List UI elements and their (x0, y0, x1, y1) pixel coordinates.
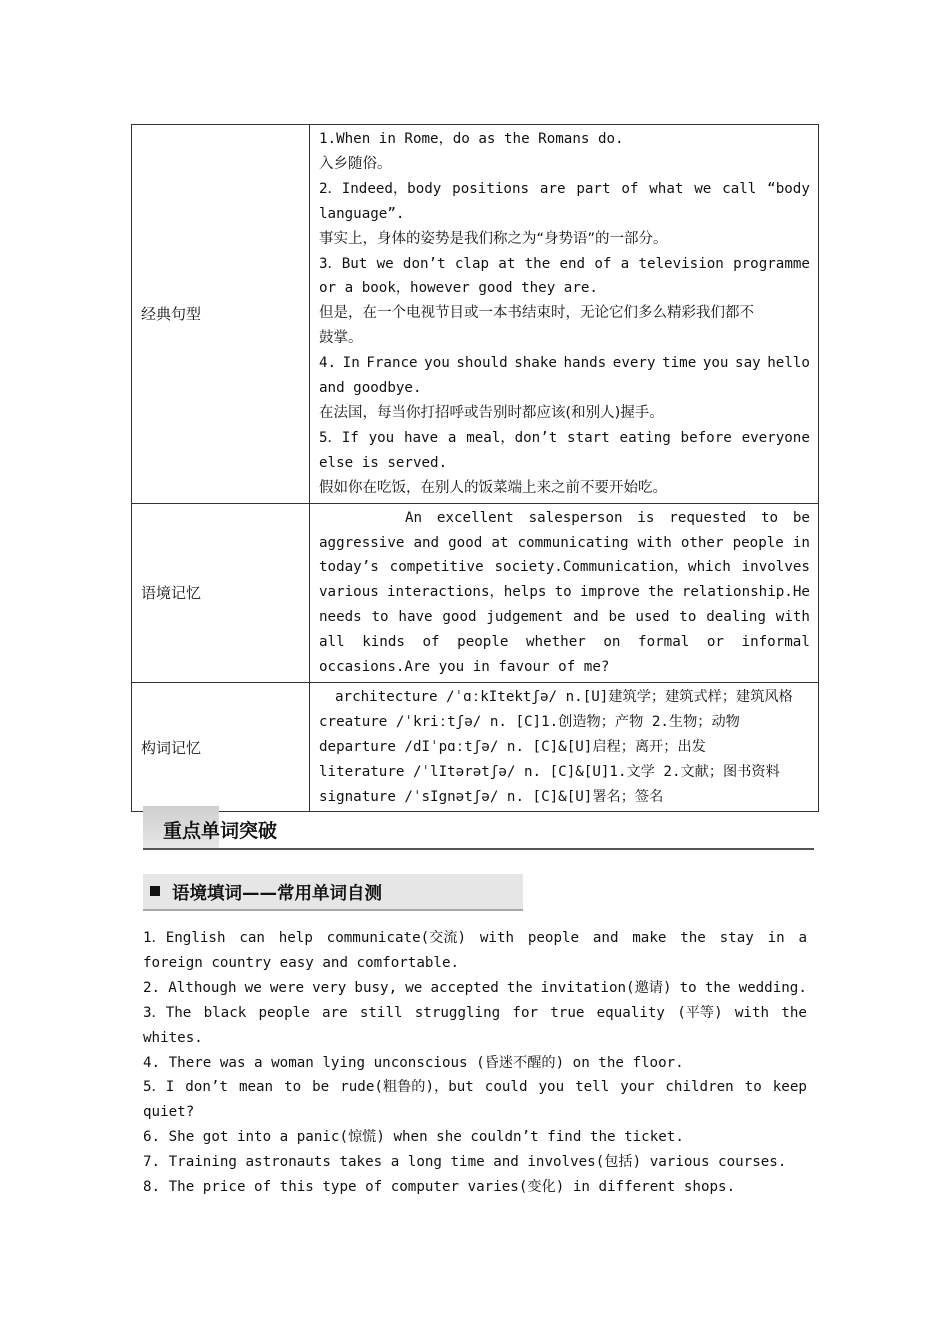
word: involves (741, 559, 810, 576)
word: keep (772, 1079, 807, 1096)
content-line: 1.When in Rome，do as the Romans do. (319, 131, 624, 147)
word: to (679, 609, 697, 626)
exercise-line: foreign country easy and comfortable. (143, 954, 460, 971)
content-line: occasions.Are you in favour of me? (319, 659, 610, 676)
content-line: and goodbye. (319, 380, 422, 397)
content-line: 鼓掌。 (319, 330, 363, 347)
word: salesperson (528, 509, 623, 526)
word: we (405, 979, 423, 996)
word: for (512, 1004, 539, 1021)
exercise-line: 6. She got into a panic(惊慌) when she couldn’t find the ticket. (143, 1129, 684, 1146)
word: 4. (319, 355, 337, 372)
word: various (319, 584, 379, 601)
word: today’s (319, 559, 379, 576)
word: Although (168, 979, 237, 996)
word: is (637, 509, 655, 526)
word: on (603, 634, 621, 651)
word: the (781, 1004, 807, 1021)
word: help (278, 930, 313, 946)
word: whether (526, 634, 586, 651)
content-line (319, 531, 810, 556)
word: other (680, 534, 724, 551)
word: with (479, 930, 515, 946)
word: accepted (430, 979, 499, 996)
word: 1．English (143, 930, 226, 946)
content-line: else is served. (319, 454, 448, 471)
word: people (258, 1004, 310, 1021)
word: hello (767, 355, 810, 372)
word: were (269, 979, 305, 996)
content-line: architecture /ˈɑːkItektʃə/ n.[U]建筑学；建筑式样；建筑风格 (335, 688, 793, 705)
word: what (649, 180, 684, 197)
word: and (573, 609, 599, 626)
word: the (647, 584, 674, 601)
exercise-list (143, 926, 807, 1200)
word: interactions，helps (387, 584, 547, 601)
content-line (319, 252, 810, 277)
word: we (694, 180, 712, 197)
word: to (744, 1079, 762, 1096)
word: with (637, 534, 672, 551)
word: 5．If (319, 429, 359, 446)
word: with (734, 1004, 770, 1021)
word: 2．Indeed，body (319, 180, 442, 197)
exercise-line: whites. (143, 1029, 203, 1046)
word: have (403, 429, 439, 446)
word: needs (319, 609, 362, 626)
word: of (594, 255, 612, 272)
word: you (538, 1079, 565, 1096)
word: dealing (706, 609, 766, 626)
word: good (442, 609, 477, 626)
row-content (310, 503, 819, 682)
word: positions (452, 180, 530, 197)
word: end (559, 255, 586, 272)
word: hands (563, 355, 607, 372)
word: to (371, 609, 389, 626)
word: aggressive (319, 534, 405, 551)
word: black (203, 1004, 247, 1021)
word: kinds (362, 634, 405, 651)
row-label: 构词记忆 (132, 682, 310, 812)
word: true (550, 1004, 585, 1021)
content-line (319, 580, 810, 605)
word: your (620, 1079, 655, 1096)
word: judgement (486, 609, 564, 626)
word: and (413, 534, 440, 551)
word: all (319, 634, 345, 651)
word: mean (238, 1079, 274, 1096)
content-line (319, 506, 810, 531)
section-header (143, 806, 814, 850)
word: informal (741, 634, 810, 651)
content-line: creature /ˈkriːtʃə/ n. [C]1.创造物；产物 2.生物；动物 (319, 713, 740, 730)
word: don’t (185, 1079, 228, 1096)
word: be (608, 609, 626, 626)
exercise-line: 8. The price of this type of computer varies(变化) in different shops. (143, 1179, 736, 1196)
word: 3．But (319, 255, 368, 272)
word: good (448, 534, 483, 551)
word: of (422, 634, 440, 651)
word: 3．The (143, 1004, 192, 1021)
word: call (722, 180, 757, 197)
word: should (456, 355, 508, 372)
content-line (319, 177, 810, 202)
word: people (732, 534, 784, 551)
exercise-line (143, 976, 807, 1001)
word: television (638, 255, 724, 272)
word: improve (579, 584, 640, 601)
exercise-line (143, 1001, 807, 1026)
word: in (767, 930, 785, 946)
word: or (706, 634, 724, 651)
word: society.Communication，which (494, 559, 731, 576)
word: at (498, 255, 516, 272)
content-line (319, 630, 810, 655)
content-line: 在法国，每当你打招呼或告别时都应该(和别人)握手。 (319, 404, 664, 421)
word: to (679, 979, 697, 996)
row-content (310, 682, 819, 812)
word: people (457, 634, 509, 651)
word: a (798, 930, 807, 946)
word: (平等) (677, 1004, 723, 1021)
exercise-line: 4. There was a woman lying unconscious (昏迷不醒的) on the floor. (143, 1054, 684, 1071)
word: programme (733, 255, 810, 272)
exercise-line (143, 926, 807, 951)
word: in (792, 534, 810, 551)
word: you (368, 429, 395, 446)
word: children (665, 1079, 734, 1096)
word: excellent (436, 509, 514, 526)
word: make (632, 930, 667, 946)
word: In (342, 355, 360, 372)
content-line: 事实上，身体的姿势是我们称之为“身势语”的一部分。 (319, 230, 668, 247)
content-line: or a book，however good they are. (319, 280, 598, 297)
word: we (244, 979, 262, 996)
exercise-line: 7. Training astronauts takes a long time and involves(包括) various courses. (143, 1154, 787, 1171)
word: with (775, 609, 810, 626)
word: struggling (414, 1004, 501, 1021)
word: stay (719, 930, 754, 946)
word: France (366, 355, 418, 372)
word: you (702, 355, 729, 372)
word: relationship.He (681, 584, 810, 601)
content-line: 入乡随俗。 (319, 155, 392, 172)
word: say (735, 355, 761, 372)
word: communicating (517, 534, 629, 551)
word: wedding. (738, 979, 807, 996)
word: are (321, 1004, 348, 1021)
word: before (680, 429, 732, 446)
word: used (635, 609, 670, 626)
word: don’t (402, 255, 446, 272)
content-line: departure /dIˈpɑːtʃə/ n. [C]&[U]启程；离开；出发 (319, 738, 706, 755)
content-line: literature /ˈlItərətʃə/ n. [C]&[U]1.文学 2.文献；图书资料 (319, 763, 780, 780)
word: a (447, 429, 457, 446)
word: at (491, 534, 509, 551)
word: still (359, 1004, 403, 1021)
word: time (662, 355, 697, 372)
word: every (612, 355, 656, 372)
row-label: 语境记忆 (132, 503, 310, 682)
word: competitive (389, 559, 484, 576)
word: people (527, 930, 580, 946)
word: busy, (354, 979, 398, 996)
subsection-title: 语境填词——常用单词自测 (172, 884, 382, 904)
word: rude(粗鲁的)，but (340, 1079, 474, 1096)
word: the (506, 979, 533, 996)
word: requested (669, 509, 747, 526)
section-title: 重点单词突破 (163, 820, 278, 842)
table-row-word-formation (132, 682, 819, 812)
word: you (424, 355, 450, 372)
word: have (398, 609, 433, 626)
square-bullet-icon (150, 886, 160, 896)
word: the (524, 255, 551, 272)
content-line (319, 605, 810, 630)
word: tell (575, 1079, 610, 1096)
exercise-line (143, 1075, 807, 1100)
content-line: 但是，在一个电视节目或一本书结束时，无论它们多么精彩我们都不 (319, 305, 754, 322)
content-line: language”. (319, 205, 405, 222)
content-line (319, 426, 810, 451)
word: clap (454, 255, 490, 272)
subsection-header (143, 874, 523, 911)
word: communicate(交流) (326, 930, 467, 946)
word: and (592, 930, 619, 946)
word: the (680, 930, 706, 946)
table-row-context-memory (132, 503, 819, 682)
content-line (319, 351, 810, 376)
word: we (376, 255, 394, 272)
row-label: 经典句型 (132, 125, 310, 504)
word: formal (638, 634, 690, 651)
word: can (239, 930, 265, 946)
word: to (284, 1079, 302, 1096)
word: be (792, 509, 810, 526)
word: to (554, 584, 572, 601)
word: part (576, 180, 611, 197)
word: equality (596, 1004, 665, 1021)
content-line: 假如你在吃饭，在别人的饭菜端上来之前不要开始吃。 (319, 479, 667, 496)
word: An (405, 509, 423, 526)
word: to (760, 509, 779, 526)
vocabulary-table (131, 124, 819, 812)
word: of (621, 180, 639, 197)
word: meal，don’t (466, 429, 558, 446)
word: shake (514, 355, 557, 372)
table-row-classic-sentences (132, 125, 819, 504)
word: “body (767, 180, 810, 197)
word: the (704, 979, 731, 996)
word: 2. (143, 979, 161, 996)
exercise-line: quiet? (143, 1104, 195, 1121)
word: could (484, 1079, 528, 1096)
word: be (312, 1079, 330, 1096)
word: are (539, 180, 566, 197)
word: start (567, 429, 610, 446)
word: invitation(邀请) (540, 979, 672, 996)
content-line (319, 555, 810, 580)
word: very (312, 979, 347, 996)
word: a (620, 255, 630, 272)
word: 5．I (143, 1079, 175, 1096)
word: everyone (741, 429, 810, 446)
content-line: signature /ˈsIgnətʃə/ n. [C]&[U]署名；签名 (319, 788, 664, 805)
word: eating (619, 429, 671, 446)
row-content (310, 125, 819, 504)
